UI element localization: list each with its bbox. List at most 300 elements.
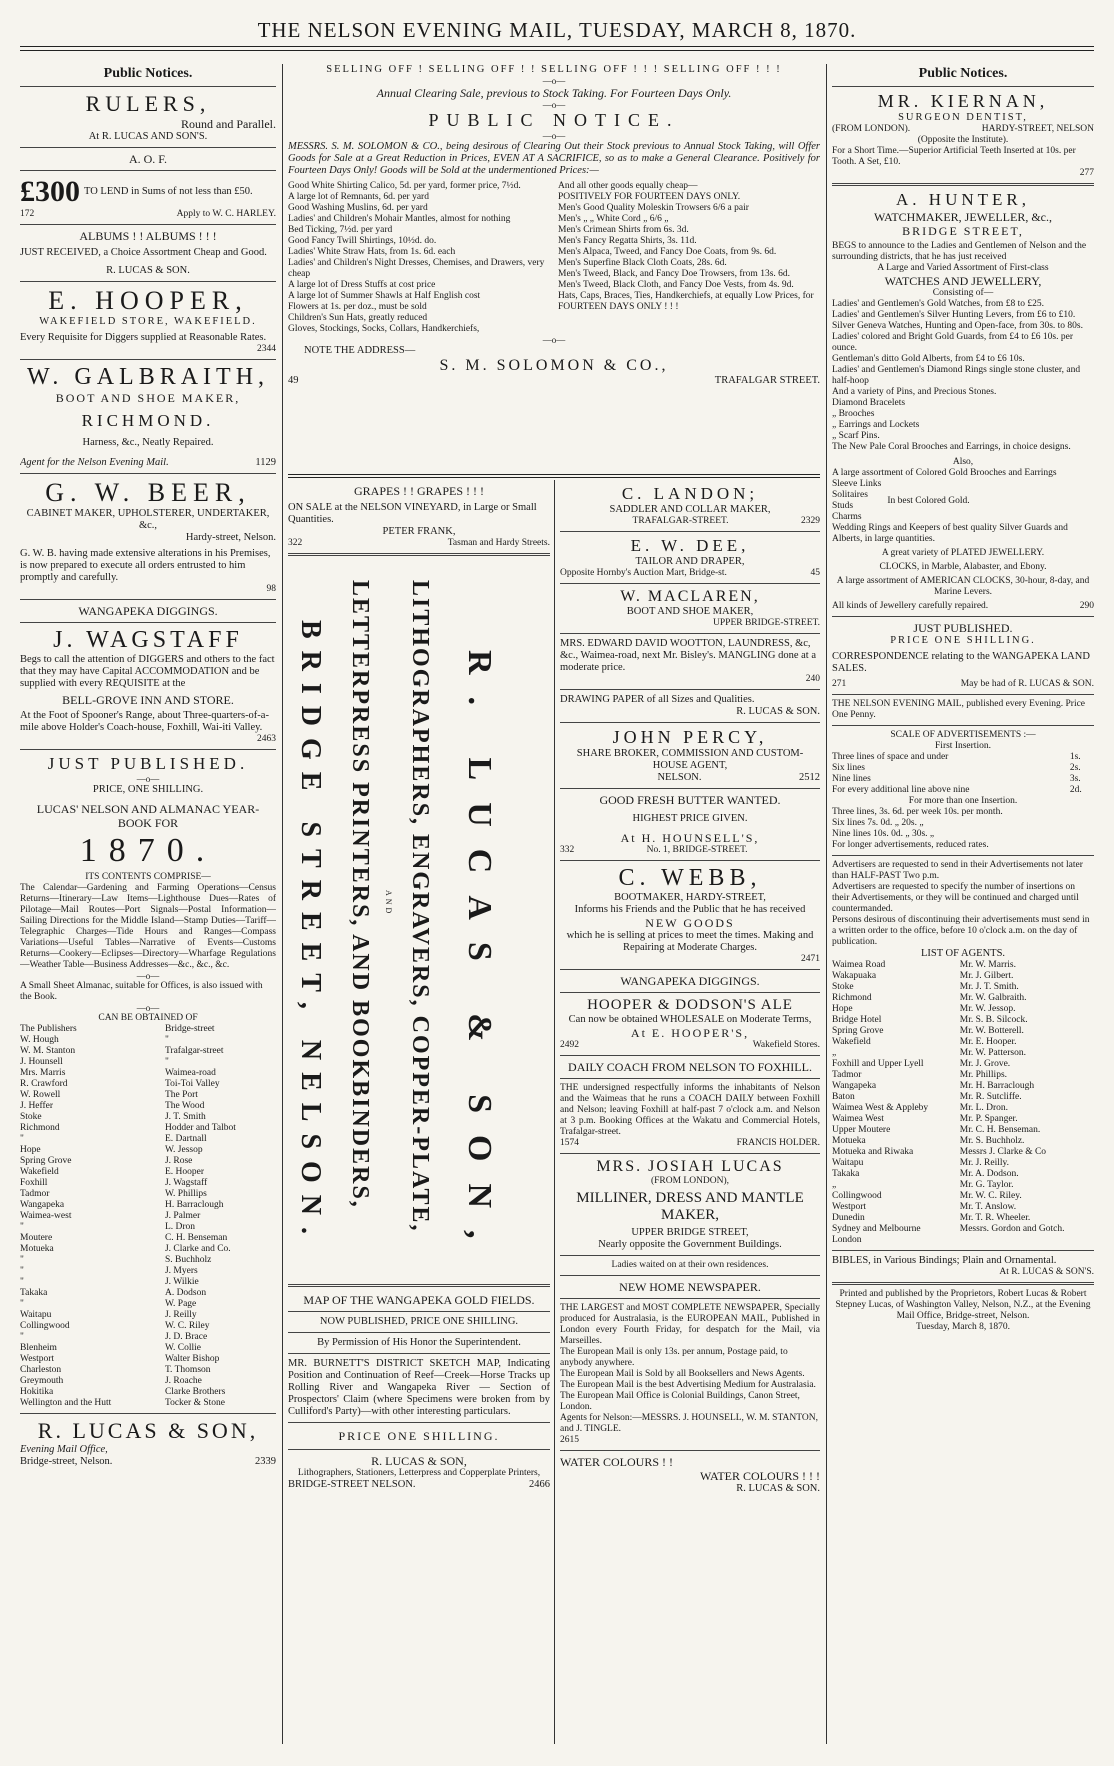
map-lucas2: Lithographers, Stationers, Letterpress and Copperplate Printers,: [297, 1468, 541, 1478]
solomon-item: FOURTEEN DAYS ONLY ! ! !: [558, 302, 679, 312]
vertical-bridge-street: BRIDGE STREET, NELSON.: [295, 620, 326, 1247]
beer-title: G. W. BEER,: [45, 478, 251, 507]
agent-row-cell: Spring Grove: [832, 1026, 884, 1036]
almanac-agent-row-cell: Hokitika: [20, 1387, 54, 1397]
almanac-agent-row-cell: W. Page: [164, 1299, 197, 1309]
wagstaff-inn: BELL-GROVE INN AND STORE.: [62, 693, 234, 707]
almanac-agent-row-cell: W. Collie: [164, 1343, 202, 1353]
almanac-agent-row-cell: Clarke Brothers: [164, 1387, 226, 1397]
solomon-item: And all other goods equally cheap—: [558, 181, 698, 191]
agent-row-cell: Mr. J. Reilly.: [959, 1158, 1010, 1168]
almanac-agent-row: [20, 1112, 276, 1123]
almanac-agent-row-cell: The Publishers: [20, 1024, 77, 1034]
aof: A. O. F.: [128, 152, 168, 166]
almanac-agent-row-cell: W. Phillips: [164, 1189, 207, 1199]
scale-longer: For longer advertisements, reduced rates.: [832, 840, 989, 850]
printed-date: Tuesday, March 8, 1870.: [915, 1322, 1011, 1332]
vertical-lithographers: LITHOGRAPHERS, ENGRAVERS, COPPER-PLATE,: [407, 580, 433, 1233]
almanac-agent-row-cell: W. Rowell: [20, 1090, 61, 1100]
mrs-lucas-title: MRS. JOSIAH LUCAS: [596, 1158, 784, 1175]
map-street: BRIDGE-STREET NELSON.: [288, 1479, 416, 1490]
solomon-item: Men's Tweed, Black, and Fancy Doe Trowsers, from 13s. 6d.: [558, 269, 791, 279]
solomon-item: Men's Crimean Shirts from 6s. 3d.: [558, 225, 689, 235]
almanac-agent-row: [20, 1156, 276, 1167]
solomon-street: TRAFALGAR STREET.: [714, 375, 820, 386]
almanac-agent-row-cell: Walter Bishop: [164, 1354, 220, 1364]
galbraith-text: Harness, &c., Neatly Repaired.: [82, 437, 214, 448]
map-title: MAP OF THE WANGAPEKA GOLD FIELDS.: [303, 1293, 535, 1307]
almanac-agent-row-cell: The Wood: [164, 1101, 205, 1111]
contents-text: The Calendar—Gardening and Farming Operations—Census Returns—Itinerary—Law Items—Lighthouse Dues—Rates of Pilotage—Mail Routes—Port Signals—Postal Information—Sailing Directions for the Middle Island—Stamp Duties—Tariff—Telegraphic Charges—Tide Hours and Ranges—Compass Variations—Useful Tables—Narrative of Events—Customs Returns—Cookery—Eclipses—Directory—Wharfage Regulations—Weather Table—Business Addresses—&c., &c., &c.: [20, 883, 276, 970]
landon-sub: SADDLER AND COLLAR MAKER,: [609, 504, 771, 515]
masthead-rule: [20, 46, 1094, 47]
agent-row-cell: Mr. T. R. Wheeler.: [959, 1213, 1031, 1223]
hunter-item: And a variety of Pins, and Precious Stones.: [832, 387, 997, 397]
agent-row-cell: Waimea West & Appleby: [832, 1103, 929, 1113]
beer-addr: Hardy-street, Nelson.: [185, 532, 276, 543]
beer-text: G. W. B. having made extensive alterations in his Premises, is now prepared to execute all orders entrusted to him promptly and carefully.: [20, 548, 271, 583]
hunter-item: Silver Geneva Watches, Hunting and Open-face, from 30s. to 80s.: [832, 321, 1084, 331]
hunter-list-item: Sleeve Links: [832, 479, 882, 489]
agent-row: [832, 1158, 1094, 1169]
almanac-agent-row: [20, 1354, 276, 1365]
news-no: 2615: [560, 1435, 579, 1445]
solomon-item: Men's Superfine Black Cloth Coats, 28s. 6d.: [558, 258, 727, 268]
news-text4: The European Mail is the best Advertising Medium for Australasia.: [560, 1380, 816, 1390]
agent-row-cell: Mr. E. Hooper.: [959, 1037, 1017, 1047]
almanac-agent-row: [20, 1288, 276, 1299]
solomon-item: POSITIVELY FOR FOURTEEN DAYS ONLY.: [558, 192, 741, 202]
almanac-agent-row-cell: Mrs. Marris: [20, 1068, 66, 1078]
almanac-agent-row: [20, 1134, 276, 1145]
hunter-also: Also,: [952, 457, 974, 467]
agent-row-cell: Messrs J. Clarke & Co: [959, 1147, 1047, 1157]
almanac-agent-row-cell: R. Crawford: [20, 1079, 68, 1089]
agent-row-cell: Mr. W. C. Riley.: [959, 1191, 1022, 1201]
butter-price: HIGHEST PRICE GIVEN.: [632, 813, 748, 824]
agent-row-cell: Tadmor: [832, 1070, 862, 1080]
hunter-text: BEGS to announce to the Ladies and Gentlemen of Nelson and the surrounding districts, that he has just received: [832, 241, 1087, 262]
coach-text: THE undersigned respectfully informs the inhabitants of Nelson and the Waimeas that he runs a COACH DAILY between Foxhill and Nelson; leaving Foxhill at half-past 7 o'clock a.m. and Nelson at 3 p.m. Booking Offices at the Wakatu and Commercial Hotels, Trafalgar-street.: [560, 1083, 820, 1137]
vertical-lucas-name: R. LUCAS & SON,: [461, 650, 498, 1261]
hunter-list-item: Solitaires: [832, 490, 868, 500]
almanac-agent-row-cell: C. H. Benseman: [164, 1233, 228, 1243]
news-text3: The European Mail is Sold by all Booksellers and News Agents.: [560, 1369, 805, 1379]
almanac-agent-row-cell: E. Hooper: [164, 1167, 204, 1177]
hunter-street: BRIDGE STREET,: [902, 224, 1024, 238]
solomon-item: A large lot of Summer Shawls at Half English cost: [288, 291, 481, 301]
agent-row-cell: Waimea Road: [832, 960, 886, 970]
almanac-agent-row-cell: Wakefield: [20, 1167, 59, 1177]
almanac-agent-row-cell: Wangapeka: [20, 1200, 65, 1210]
agent-row-cell: Wakefield: [832, 1037, 871, 1047]
hooper-no: 2344: [257, 344, 276, 354]
adv-text3: Persons desirous of discontinuing their advertisements must send in a written order to the office, before 10 o'clock a.m. on the day of publication.: [832, 915, 1090, 947]
hunter-item: „ Scarf Pins.: [832, 431, 880, 441]
agent-row-cell: Mr. J. Gilbert.: [959, 971, 1014, 981]
almanac-agent-row: [20, 1321, 276, 1332]
almanac-agent-row: [20, 1167, 276, 1178]
news-title: NEW HOME NEWSPAPER.: [619, 1280, 761, 1294]
galbraith-title: W. GALBRAITH,: [26, 364, 270, 390]
water-sign: R. LUCAS & SON.: [736, 1483, 820, 1494]
almanac-agent-row-cell: Hope: [20, 1145, 41, 1155]
jp-title-2: JUST PUBLISHED.: [913, 621, 1013, 635]
scale-more-row: Three lines, 3s. 6d. per week 10s. per month.: [832, 807, 1003, 817]
news-text5: The European Mail Office is Colonial Buildings, Canon Street, London.: [560, 1391, 800, 1412]
almanac-agent-row-cell: Greymouth: [20, 1376, 64, 1386]
percy-title: JOHN PERCY,: [612, 727, 768, 747]
scale-row-cell: 1s.: [1069, 752, 1081, 762]
almanac-agent-row: [20, 1101, 276, 1112]
solomon-item: Ladies' and Children's Night Dresses, Chemises, and Drawers, very cheap: [288, 258, 545, 279]
hunter-item: Ladies' and Gentlemen's Gold Watches, from £8 to £25.: [832, 299, 1044, 309]
hunter-title: A. HUNTER,: [896, 190, 1030, 209]
hunter-no: 290: [1079, 601, 1094, 611]
solomon-item: Men's Tweed, Black Cloth, and Fancy Doe Vests, from 4s. 9d.: [558, 280, 794, 290]
lucas-office: Evening Mail Office,: [20, 1444, 108, 1455]
percy-sub: SHARE BROKER, COMMISSION AND CUSTOM-HOUSE AGENT,: [576, 748, 804, 771]
hunter-item: „ Brooches: [832, 409, 875, 419]
almanac-agent-row: [20, 1123, 276, 1134]
almanac-agent-row-cell: Foxhill: [20, 1178, 48, 1188]
scale-row-cell: 2d.: [1069, 785, 1082, 795]
almanac-year: 1870.: [79, 832, 217, 869]
almanac-agent-row: [20, 1332, 276, 1343]
scale-more-row: Nine lines 10s. 0d. „ 30s. „: [832, 829, 935, 839]
almanac-agent-row-cell: W. Jessop: [164, 1145, 203, 1155]
adv-text2: Advertisers are requested to specify the number of insertions on their Advertisements, or they will be continued and charged until countermanded.: [832, 882, 1079, 914]
webb-goods: NEW GOODS: [645, 916, 735, 930]
beer-sub: CABINET MAKER, UPHOLSTERER, UNDERTAKER, &c.,: [26, 508, 270, 531]
drawing-text: DRAWING PAPER of all Sizes and Qualities.: [560, 694, 755, 705]
kiernan-opp: (Opposite the Institute).: [917, 135, 1009, 145]
almanac-agent-row-cell: Toi-Toi Valley: [164, 1079, 220, 1089]
scale-more-row: Six lines 7s. 0d. „ 20s. „: [832, 818, 924, 828]
almanac-agent-row: [20, 1145, 276, 1156]
agent-row-cell: Mr. W. Jessop.: [959, 1004, 1016, 1014]
hooper-sub: WAKEFIELD STORE, WAKEFIELD.: [39, 316, 257, 327]
column-4: [832, 64, 1094, 1744]
kiernan-sub: SURGEON DENTIST,: [898, 112, 1028, 123]
column-3: [560, 484, 820, 1744]
agent-row-cell: [954, 1235, 1094, 1246]
agent-row-cell: Mr. J. T. Smith.: [959, 982, 1019, 992]
wagstaff-loc: At the Foot of Spooner's Range, about Three-quarters-of-a-mile above Holder's Coach-house, Foxhill, Wai-iti Valley.: [20, 710, 269, 733]
scale-row-cell: Nine lines: [832, 774, 871, 784]
public-notice-title: PUBLIC NOTICE.: [428, 110, 680, 130]
hunter-item: „ Earrings and Lockets: [832, 420, 920, 430]
hunter-text2: A Large and Varied Assortment of First-class: [877, 263, 1049, 273]
mrs-lucas-opp: Nearly opposite the Government Buildings.: [598, 1239, 782, 1250]
masthead: THE NELSON EVENING MAIL, TUESDAY, MARCH 8, 1870.: [257, 18, 857, 42]
grapes-name: PETER FRANK,: [382, 526, 456, 537]
almanac-agent-row-cell: E. Dartnall: [164, 1134, 207, 1144]
hunter-also-text: A large assortment of Colored Gold Brooches and Earrings: [832, 468, 1057, 478]
agent-row-cell: Sydney and Melbourne: [832, 1224, 921, 1234]
solomon-item: Bed Ticking, 7½d. per yard: [288, 225, 393, 235]
solomon-item: Flowers at 1s. per doz., must be sold: [288, 302, 427, 312]
butter-no: 332: [560, 845, 575, 855]
agent-row: [832, 1125, 1094, 1136]
dee-addr: Opposite Hornby's Auction Mart, Bridge-st.: [560, 568, 727, 578]
solomon-item: Children's Sun Hats, greatly reduced: [288, 313, 428, 323]
almanac-agent-row-cell: Bridge-street: [164, 1024, 215, 1034]
agent-row: [832, 1147, 1094, 1158]
drawing-sign: R. LUCAS & SON.: [736, 706, 820, 717]
agent-row-cell: Mr. A. Dodson.: [959, 1169, 1019, 1179]
almanac-agent-row-cell: Charleston: [20, 1365, 62, 1375]
agent-row: [832, 1213, 1094, 1224]
news-text2: The European Mail is only 13s. per annum, Postage paid, to anybody anywhere.: [560, 1347, 788, 1368]
almanac-agent-row: [20, 1035, 276, 1046]
list-title: LIST OF AGENTS.: [920, 948, 1006, 959]
selling-off: SELLING OFF ! SELLING OFF ! ! SELLING OFF ! ! ! SELLING OFF ! ! !: [326, 64, 782, 75]
hunter-item: Ladies' and Gentlemen's Diamond Rings single stone cluster, and half-hoop: [832, 365, 1081, 386]
hunter-item: Diamond Bracelets: [832, 398, 906, 408]
obtained-head: CAN BE OBTAINED OF: [98, 1013, 198, 1023]
solomon-item: Men's Fancy Regatta Shirts, 3s. 11d.: [558, 236, 697, 246]
almanac-agent-row-cell: ": [20, 1222, 24, 1232]
almanac-agent-row-cell: The Port: [164, 1090, 198, 1100]
almanac-agent-row: [20, 1277, 276, 1288]
almanac-agent-row-cell: Westport: [20, 1354, 55, 1364]
solomon-left-list: [288, 181, 550, 335]
hunter-american: A large assortment of AMERICAN CLOCKS, 30-hour, 8-day, and Marine Levers.: [836, 576, 1090, 597]
water-title: WATER COLOURS ! !: [560, 1455, 673, 1469]
water-title2: WATER COLOURS ! ! !: [700, 1469, 820, 1483]
agent-row-cell: Mr. C. H. Benseman.: [959, 1125, 1041, 1135]
agent-row: [832, 960, 1094, 971]
agent-row-cell: Mr. G. Taylor.: [959, 1180, 1014, 1190]
hunter-clocks: CLOCKS, in Marble, Alabaster, and Ebony.: [879, 562, 1047, 572]
agent-row: [832, 1081, 1094, 1092]
almanac-agent-row: [20, 1310, 276, 1321]
scale-row: [832, 774, 1094, 785]
almanac-agent-row-cell: A. Dodson: [164, 1288, 207, 1298]
column-divider: [826, 64, 827, 1744]
column-divider: [554, 480, 555, 1744]
lucas-title: R. LUCAS & SON,: [37, 1418, 259, 1443]
almanac-agent-row-cell: J. Wagstaff: [164, 1178, 208, 1188]
solomon-item: Hats, Caps, Braces, Ties, Handkerchiefs, at equally Low Prices, for: [558, 291, 814, 301]
agent-row: [832, 1180, 1094, 1191]
rulers-title: RULERS,: [85, 91, 211, 116]
agent-row: [832, 1004, 1094, 1015]
almanac-agent-row-cell: L. Dron: [164, 1222, 196, 1232]
agent-row: [832, 971, 1094, 982]
scale-more: For more than one Insertion.: [908, 796, 1018, 806]
agent-row: [832, 1015, 1094, 1026]
almanac-agent-row-cell: Waitapu: [20, 1310, 52, 1320]
agent-row: [832, 1114, 1094, 1125]
almanac-agent-row-cell: Spring Grove: [20, 1156, 72, 1166]
hunter-plated: A great variety of PLATED JEWELLERY.: [881, 548, 1045, 558]
scale-row-cell: 2s.: [1069, 763, 1081, 773]
scale-row-cell: 3s.: [1069, 774, 1081, 784]
almanac-agent-row: [20, 1068, 276, 1079]
agent-row-cell: Wangapeka: [832, 1081, 877, 1091]
agent-row-cell: Motueka: [832, 1136, 866, 1146]
almanac-agent-row-cell: W. Hough: [20, 1035, 59, 1045]
agent-row: [832, 982, 1094, 993]
almanac-agent-row-cell: J. Wilkie: [164, 1277, 199, 1287]
solomon-item: Ladies' and Children's Mohair Mantles, almost for nothing: [288, 214, 511, 224]
vertical-letterpress: LETTERPRESS PRINTERS, AND BOOKBINDERS,: [347, 580, 373, 1209]
mail-text: THE NELSON EVENING MAIL, published every Evening. Price One Penny.: [832, 699, 1086, 720]
almanac-agent-row-cell: Collingwood: [20, 1321, 70, 1331]
solomon-item: Men's Good Quality Moleskin Trowsers 6/6 a pair: [558, 203, 749, 213]
agent-row-cell: Mr. W. Botterell.: [959, 1026, 1024, 1036]
note-address: NOTE THE ADDRESS—: [304, 345, 416, 356]
agent-row-cell: Mr. Phillips.: [959, 1070, 1008, 1080]
almanac-agent-row-cell: T. Thomson: [164, 1365, 211, 1375]
solomon-item: Ladies' White Straw Hats, from 1s. 6d. each: [288, 247, 456, 257]
almanac-agent-row-cell: Tocker & Stone: [164, 1398, 225, 1408]
albums-sign: R. LUCAS & SON.: [106, 265, 190, 276]
almanac-agent-row: [20, 1200, 276, 1211]
almanac-agent-row-cell: ": [20, 1266, 24, 1276]
hunter-repair: All kinds of Jewellery carefully repaired.: [832, 601, 989, 611]
butter-addr: No. 1, BRIDGE-STREET.: [646, 845, 748, 855]
agent-row-cell: Mr. H. Barraclough: [959, 1081, 1035, 1091]
mrs-lucas-wait: Ladies waited on at their own residences.: [611, 1260, 769, 1270]
almanac-agent-row-cell: J. Rose: [164, 1156, 193, 1166]
solomon-text: MESSRS. S. M. SOLOMON & CO., being desirous of Clearing Out their Stock previous to Annual Stock Taking, will Offer Goods for Sale at a Great Reduction in Prices, EVEN AT A SACRIFICE, so as to make a General Clearance. Positively for Fourteen Days Only! Goods will be Sold at the undermentioned Prices:—: [288, 141, 820, 176]
lucas-street: Bridge-street, Nelson.: [20, 1456, 113, 1467]
almanac-agent-row-cell: Stoke: [20, 1112, 42, 1122]
almanac-agent-row: [20, 1211, 276, 1222]
wootton-text: MRS. EDWARD DAVID WOOTTON, LAUNDRESS, &c, &c., Waimea-road, next Mr. Bisley's. MANGLING done at a moderate price.: [560, 638, 817, 673]
hunter-list: [832, 479, 881, 523]
scale-row: [832, 785, 1094, 796]
almanac-agent-row: [20, 1244, 276, 1255]
annual-sale: Annual Clearing Sale, previous to Stock Taking. For Fourteen Days Only.: [376, 86, 732, 100]
solomon-advert: SELLING OFF ! SELLING OFF ! ! SELLING OFF ! ! ! SELLING OFF ! ! ! —o— Annual Clearing Sale, previous to Stock Taking. For Fourteen Days Only. —o— PUBLIC NOTICE. —o— MESSRS. S. M. SOLOMON & CO., being desirous of Clearing Out their Stock previous to Annual Stock Taking, will Offer Goods for Sale at a Great Reduction in Prices, EVEN AT A SACRIFICE, so as to make a General Clearance. Positively for Fourteen Days Only! Goods will be Sold at the undermentioned Prices:— Good White Shirting Calico, 5d. per yard, former price, 7½d. A large lot of Remnants, 6d. per yard Good Washing Muslins, 6d. per yard Ladies' and Children's Mohair Mantles, almost for nothing Bed Ticking, 7½d. per yard Good Fancy Twill Shirtings, 10½d. do. Ladies' White Straw Hats, from 1s. 6d. each Ladies' and Children's Night Dresses, Chemises, and Drawers, very cheap A large lot of Dress Stuffs at cost price A large lot of Summer Shawls at Half English cost Flowers at 1s. per doz., must be sold Children's Sun Hats, greatly reduced Gloves, Stockings, Socks, Collars, Handkerchiefs, And all other goods equally cheap— POSITIVELY FOR FOURTEEN DAYS ONLY. Men's Good Quality Moleskin Trowsers 6/6 a pair Men's „ „ White Cord „ 6/6 „ Men's Crimean Shirts from 6s. 3d. Men's Fancy Regatta Shirts, 3s. 11d. Men's Alpaca, Tweed, and Fancy Doe Coats, from 9s. 6d. Men's Superfine Black Cloth Coats, 28s. 6d. Men's Tweed, Black, and Fancy Doe Trowsers, from 13s. 6d. Men's Tweed, Black Cloth, and Fancy Doe Vests, from 4s. 9d. Hats, Caps, Braces, Ties, Handkerchiefs, at equally Low Prices, for FOURTEEN DAYS ONLY ! ! ! —o— NOTE THE ADDRESS— S. M. SOLOMON & CO., 49 TRAFALGAR STREET.: [288, 64, 820, 386]
almanac-agent-row: [20, 1189, 276, 1200]
public-notices-header: Public Notices.: [103, 66, 193, 81]
almanac-agent-row: [20, 1079, 276, 1090]
almanac-agent-row: [20, 1178, 276, 1189]
solomon-item: A large lot of Dress Stuffs at cost price: [288, 280, 436, 290]
news-text: THE LARGEST and MOST COMPLETE NEWSPAPER, Specially produced for Australasia, is the EUROPEAN MAIL, Published in London every Fourth Friday, for despatch for the Mail, via Marseilles.: [560, 1303, 820, 1346]
landon-street: TRAFALGAR-STREET.: [632, 516, 729, 526]
agent-row: [832, 993, 1094, 1004]
almanac-agents-table: [20, 1024, 276, 1409]
corr-had: May be had of R. LUCAS & SON.: [960, 679, 1094, 689]
almanac-agent-row-cell: H. Barraclough: [164, 1200, 224, 1210]
hunter-watches: WATCHES AND JEWELLERY,: [884, 274, 1042, 288]
agent-row: [832, 1026, 1094, 1037]
jp-price-2: PRICE ONE SHILLING.: [890, 635, 1036, 646]
vertical-and: AND: [384, 890, 393, 917]
agent-row-cell: Foxhill and Upper Lyell: [832, 1059, 924, 1069]
map-text: MR. BURNETT'S DISTRICT SKETCH MAP, Indicating Position and Continuation of Reef—Creek—Horse Tracks up Rolling River and Wangapeka River — Section of Prospectors' Claim (where Specimens were broken from by Culliford's Party)—with other interesting particulars.: [288, 1358, 550, 1417]
scale-row-cell: Six lines: [832, 763, 865, 773]
mrs-lucas-street: UPPER BRIDGE STREET,: [631, 1227, 749, 1238]
kiernan-text: For a Short Time.—Superior Artificial Teeth Inserted at 10s. per Tooth. A Set, £10.: [832, 146, 1076, 167]
dee-no: 45: [810, 568, 820, 578]
lend-no: 172: [20, 209, 35, 219]
agent-row-cell: Takaka: [832, 1169, 860, 1179]
map-price: PRICE ONE SHILLING.: [338, 1429, 500, 1443]
almanac-agent-row-cell: W. M. Stanton: [20, 1046, 76, 1056]
vertical-lucas-block: [288, 560, 550, 1280]
webb-sub: BOOTMAKER, HARDY-STREET,: [614, 892, 766, 903]
rulers-at: At R. LUCAS AND SON'S.: [88, 131, 208, 142]
news-agents: Agents for Nelson:—MESSRS. J. HOUNSELL, W. M. STANTON, and J. TINGLE.: [560, 1413, 818, 1434]
agent-row-cell: Mr. P. Spanger.: [959, 1114, 1018, 1124]
agent-row-cell: Waitapu: [832, 1158, 864, 1168]
almanac-agent-row-cell: S. Buchholz: [164, 1255, 212, 1265]
hunter-items-list: [832, 299, 1094, 453]
albums-text: JUST RECEIVED, a Choice Assortment Cheap and Good.: [20, 247, 267, 258]
agent-row-cell: Mr. T. Anslow.: [959, 1202, 1017, 1212]
percy-no: 2512: [798, 772, 820, 783]
hooper-title: E. HOOPER,: [48, 286, 248, 315]
almanac-agent-row: [20, 1343, 276, 1354]
scale-more-rows: [832, 807, 1094, 840]
hunter-list-item: Charms: [832, 512, 862, 522]
almanac-agent-row: [20, 1024, 276, 1035]
landon-no: 2329: [801, 516, 820, 526]
scale-row: [832, 752, 1094, 763]
almanac-agent-row-cell: Blenheim: [20, 1343, 57, 1353]
corr-text: CORRESPONDENCE relating to the WANGAPEKA LAND SALES.: [832, 651, 1090, 674]
wangapeka-title: WANGAPEKA DIGGINGS.: [78, 604, 218, 618]
agent-row-cell: Motueka and Riwaka: [832, 1147, 914, 1157]
almanac-agent-row-cell: Trafalgar-street: [164, 1046, 224, 1056]
agent-row-cell: Waimea West: [832, 1114, 884, 1124]
ale-no: 2492: [560, 1040, 579, 1050]
maclaren-title: W. MACLAREN,: [620, 588, 760, 605]
solomon-item: A large lot of Remnants, 6d. per yard: [288, 192, 429, 202]
agent-row: [832, 1070, 1094, 1081]
webb-title: C. WEBB,: [618, 865, 762, 891]
grapes-no: 322: [288, 538, 303, 548]
ale-text: Can now be obtained WHOLESALE on Moderate Terms,: [568, 1014, 812, 1025]
almanac-agent-row-cell: J. Roache: [164, 1376, 202, 1386]
kiernan-from: (FROM LONDON).: [832, 124, 911, 134]
agent-row-cell: Stoke: [832, 982, 854, 992]
map-pub: NOW PUBLISHED, PRICE ONE SHILLING.: [319, 1316, 519, 1327]
solomon-item: Good White Shirting Calico, 5d. per yard, former price, 7½d.: [288, 181, 521, 191]
agent-row-cell: Westport: [832, 1202, 867, 1212]
galbraith-sub: BOOT AND SHOE MAKER,: [55, 391, 241, 405]
almanac-agent-row: [20, 1266, 276, 1277]
kiernan-no: 277: [1079, 168, 1094, 178]
agent-row: [832, 1048, 1094, 1059]
agent-row: [832, 1136, 1094, 1147]
almanac-agent-row: [20, 1057, 276, 1068]
hunter-list-item: Studs: [832, 501, 854, 511]
masthead-rule-2: [20, 50, 1094, 51]
almanac-agent-row: [20, 1222, 276, 1233]
albums-title: ALBUMS ! ! ALBUMS ! ! !: [79, 229, 217, 243]
list-agents-table: [832, 960, 1094, 1246]
agent-row: [832, 1202, 1094, 1213]
wootton-no: 240: [805, 674, 820, 684]
hunter-item: Ladies' and Gentlemen's Silver Hunting Levers, from £6 to £10.: [832, 310, 1076, 320]
wagstaff-no: 2463: [257, 734, 276, 744]
hunter-list-note: In best Colored Gold.: [887, 495, 970, 506]
column-1: Public Notices. RULERS, Round and Parallel. At R. LUCAS AND SON'S. A. O. F. £300 TO LEND in Sums of not less than £50. 172 Apply to W. C. HARLEY. ALBUMS ! ! ALBUMS ! ! ! JUST RECEIVED, a Choice Assortment Cheap and Good. R. LUCAS & SON. E. HOOPER, WAKEFIELD STORE, WAKEFIELD. Every Requisite for Diggers supplied at Reasonable Rates. 2344 W. GALBRAITH, BOOT AND SHOE MAKER, RICHMOND. Harness, &c., Neatly Repaired. Agent for the Nelson Evening Mail. 1129 G. W. BEER, CABINET MAKER, UPHOLSTERER, UNDERTAKER, &c., Hardy-street, Nelson. G. W. B. having made extensive alterations in his Premises, is now prepared to execute all orders entrusted to him promptly and carefully. 98 WANGAPEKA DIGGINGS. J. WAGSTAFF Begs to call the attention of DIGGERS and others to the fact that they may have Capital ACCOMMODATION and be supplied with every REQUISITE at the BELL-GROVE INN AND STORE. At the Foot of Spooner's Range, about Three-quarters-of-a-mile above Holder's Coach-house, Foxhill, Wai-iti Valley. 2463 JUST PUBLISHED. —o— PRICE, ONE SHILLING. LUCAS' NELSON AND ALMANAC YEAR-BOOK FOR 1870. ITS CONTENTS COMPRISE— The Calendar—Gardening and Farming Operations—Census Returns—Itinerary—Law Items—Lighthouse Dues—Rates of Pilotage—Mail Routes—Port Signals—Postal Information—Sailing Directions for the Middle Island—Stamp Duties—Tariff—Telegraphic Charges—Tide Hours and Ranges—Compass Variations—Useful Tables—Narrative of Events—Customs Returns—Cookery—Eclipses—Directory—Wharfage Regulations—Weather Table—Business Addresses—&c., &c., &c. —o— A Small Sheet Almanac, suitable for Offices, is also issued with the Book. —o— CAN BE OBTAINED OF The Publishers Bridge-street W. Hough " W. M. Stanton Trafalgar-street J. Hounsell " Mrs. Marris Waimea-road R. Crawford Toi-Toi Valley W. Rowell The Port J. Heffer The Wood Stoke J. T. Smith Richmond Hodder and Talbot " E. Dartnall Hope W. Jessop Spring Grove J. Rose Wakefield E. Hooper Foxhill J. Wagstaff Tadmor W. Phillips Wangapeka H. Barraclough Waimea-west J. Palmer " L. Dron Moutere C. H. Benseman Motueka J. Clarke and Co. " S. Buchholz " J. Myers " J. Wilkie Takaka A. Dodson " W. Page Waitapu J. Reilly Collingwood W. C. Riley " J. D. Brace Blenheim W. Collie Westport Walter Bishop Charleston T. Thomson Greymouth J. Roache Hokitika Clarke Brothers Wellington and the Hutt Tocker & Stone R. LUCAS & SON, Evening Mail Office, Bridge-street, Nelson. 2339: [20, 66, 276, 1467]
agent-row: [832, 1037, 1094, 1048]
coach-no: 1574: [560, 1138, 579, 1148]
corr-no: 271: [832, 679, 847, 689]
almanac-agent-row-cell: ": [20, 1299, 24, 1309]
almanac-agent-row: [20, 1376, 276, 1387]
